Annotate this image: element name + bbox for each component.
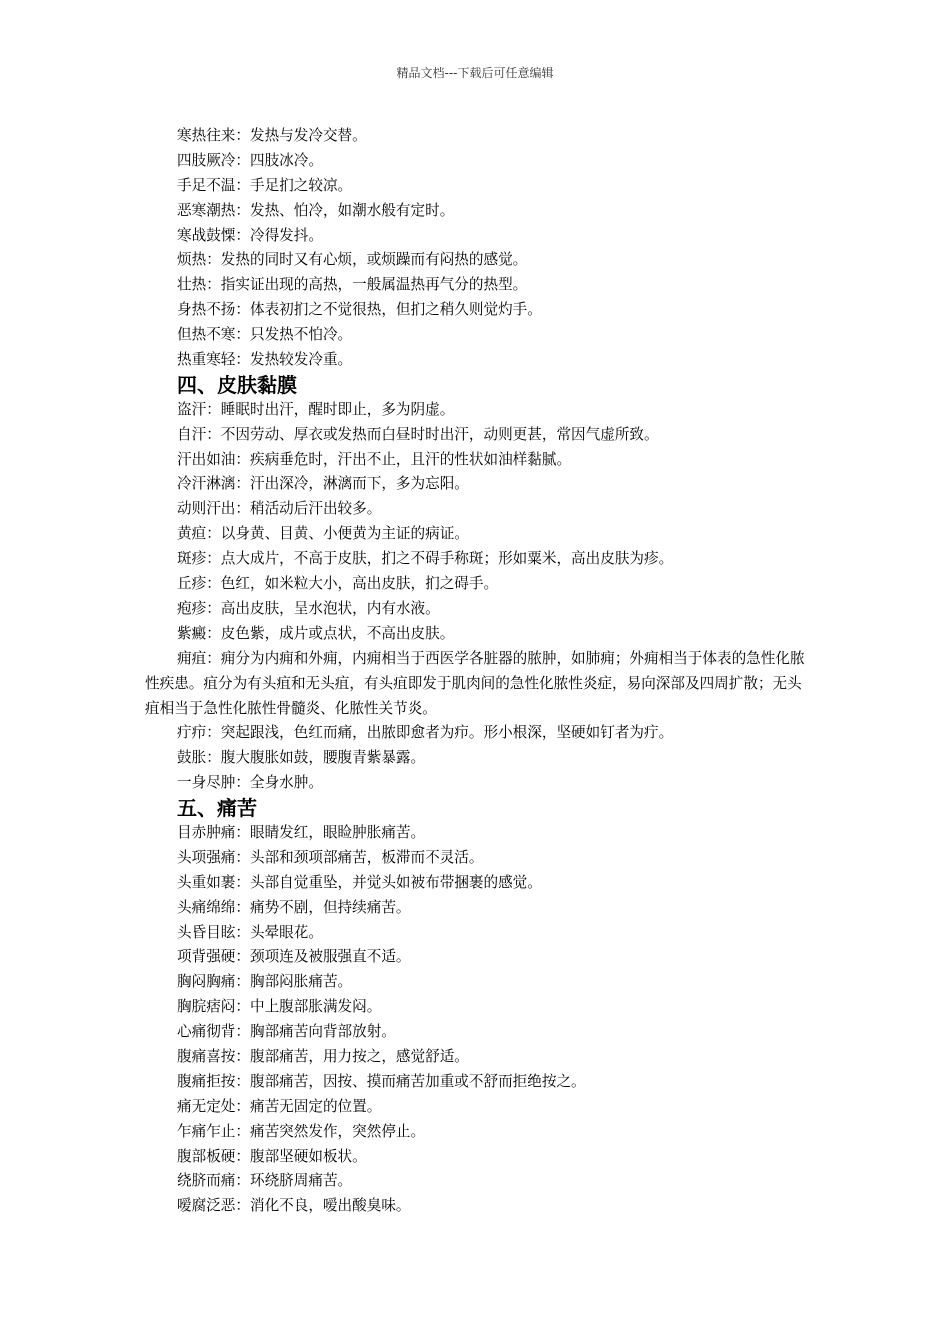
term-definition: 胸脘痞闷：中上腹部胀满发闷。 xyxy=(177,998,382,1016)
term-definition: 心痛彻背：胸部痛苦向背部放射。 xyxy=(177,1023,396,1041)
term-definition: 盗汗：睡眠时出汗，醒时即止，多为阴虚。 xyxy=(177,400,455,418)
term-definition: 紫癜：皮色紫，成片或点状，不高出皮肤。 xyxy=(177,624,455,642)
term-definition: 自汗：不因劳动、厚衣或发热而白昼时时出汗，动则更甚，常因气虚所致。 xyxy=(177,425,659,443)
page-header: 精品文档---下载后可任意编辑 xyxy=(396,66,554,80)
section-heading: 四、皮肤黏膜 xyxy=(177,372,297,397)
term-definition: 目赤肿痛：眼睛发红，眼睑肿胀痛苦。 xyxy=(177,823,426,841)
term-definition: 手足不温：手足扪之较凉。 xyxy=(177,176,353,194)
term-definition: 烦热：发热的同时又有心烦，或烦躁而有闷热的感觉。 xyxy=(177,251,528,269)
term-definition: 四肢厥冷：四肢冰冷。 xyxy=(177,151,323,169)
term-definition: 嗳腐泛恶：消化不良，嗳出酸臭味。 xyxy=(177,1197,411,1215)
term-definition: 壮热：指实证出现的高热，一般属温热再气分的热型。 xyxy=(177,276,528,294)
term-definition: 热重寒轻：发热较发冷重。 xyxy=(177,351,353,369)
term-definition: 疱疹：高出皮肤，呈水泡状，内有水液。 xyxy=(177,599,440,617)
term-definition: 项背强硬：颈项连及被服强直不适。 xyxy=(177,948,411,966)
term-definition: 冷汗淋漓：汗出深冷，淋漓而下，多为忘阳。 xyxy=(177,475,469,493)
term-definition: 乍痛乍止：痛苦突然发作，突然停止。 xyxy=(177,1122,426,1140)
term-definition: 黄疸：以身黄、目黄、小便黄为主证的病证。 xyxy=(177,525,469,543)
term-definition: 痛无定处：痛苦无固定的位置。 xyxy=(177,1097,382,1115)
term-definition: 绕脐而痛：环绕脐周痛苦。 xyxy=(177,1172,353,1190)
term-definition: 疔疖：突起跟浅，色红而痛，出脓即愈者为疖。形小根深，坚硬如钉者为疔。 xyxy=(177,724,674,742)
term-definition: 腹痛喜按：腹部痛苦，用力按之，感觉舒适。 xyxy=(177,1048,469,1065)
term-definition: 腹部板硬：腹部坚硬如板状。 xyxy=(177,1147,367,1165)
term-definition: 寒热往来：发热与发冷交替。 xyxy=(177,127,367,144)
term-definition: 恶寒潮热：发热、怕冷，如潮水般有定时。 xyxy=(177,201,455,219)
term-definition: 动则汗出：稍活动后汗出较多。 xyxy=(177,500,382,518)
term-definition: 头项强痛：头部和颈项部痛苦，板滞而不灵活。 xyxy=(177,848,484,866)
section-heading: 五、痛苦 xyxy=(177,796,257,821)
term-definition: 头痛绵绵：痛势不剧，但持续痛苦。 xyxy=(177,898,411,916)
paragraph: 痈疽：痈分为内痈和外痈，内痈相当于西医学各脏器的脓肿，如肺痈；外痈相当于体表的急性化脓性疾患。疽分为有头疽和无头疽，有头疽即发于肌肉间的急性化脓性炎症，易向深部及四周扩散；无头疽相当于急性化脓性骨髓炎、化脓性关节炎。 xyxy=(145,649,805,717)
term-definition: 一身尽肿：全身水肿。 xyxy=(177,774,323,792)
term-definition: 寒战鼓慄：冷得发抖。 xyxy=(177,226,323,244)
term-definition: 头昏目眩：头晕眼花。 xyxy=(177,923,323,941)
document-body xyxy=(145,124,810,1219)
term-definition: 头重如裹：头部自觉重坠，并觉头如被布带捆裹的感觉。 xyxy=(177,873,542,891)
term-definition: 鼓胀：腹大腹胀如鼓，腰腹青紫暴露。 xyxy=(177,749,426,767)
term-definition: 但热不寒：只发热不怕冷。 xyxy=(177,326,353,344)
term-definition: 斑疹：点大成片，不高于皮肤，扪之不碍手称斑；形如粟米，高出皮肤为疹。 xyxy=(177,550,674,568)
term-definition: 丘疹：色红，如米粒大小，高出皮肤，扪之碍手。 xyxy=(177,575,499,593)
term-definition: 腹痛拒按：腹部痛苦，因按、摸而痛苦加重或不舒而拒绝按之。 xyxy=(177,1072,586,1090)
term-definition: 身热不扬：体表初扪之不觉很热，但扪之稍久则觉灼手。 xyxy=(177,301,542,319)
term-definition: 胸闷胸痛：胸部闷胀痛苦。 xyxy=(177,973,353,991)
term-definition: 汗出如油：疾病垂危时，汗出不止，且汗的性状如油样黏腻。 xyxy=(177,450,572,468)
